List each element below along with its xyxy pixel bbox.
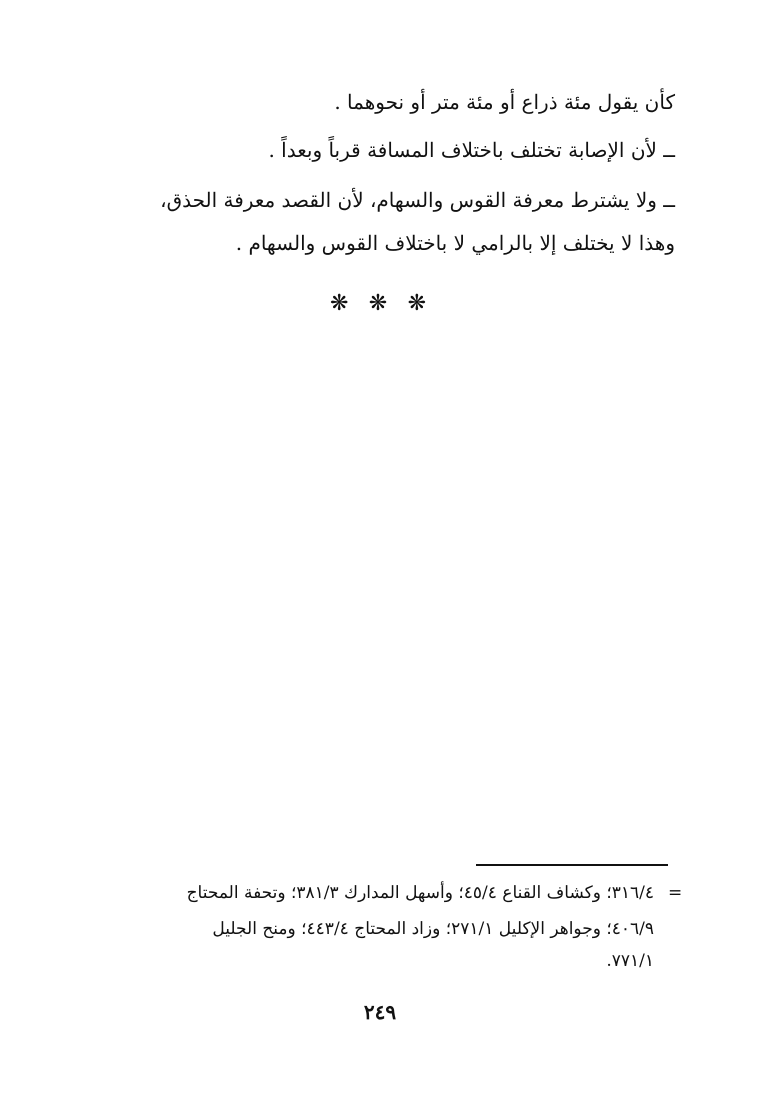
star-ornament-icon: ❋ [330,291,349,316]
footnote-line-2: ٤٠٦/٩؛ وجواهر الإكليل ٢٧١/١؛ وزاد المحتاج ٤٤٣/٤؛ ومنح الجليل [212,919,654,939]
page-number: ٢٤٩ [363,1000,397,1024]
body-line-1: كأن يقول مئة ذراع أو مئة متر أو نحوهما . [334,90,675,114]
section-separator [330,290,426,318]
body-line-3: ــ ولا يشترط معرفة القوس والسهام، لأن القصد معرفة الحذق، [160,188,675,212]
star-ornament-icon: ❋ [368,291,388,316]
footnote-continuation-marker: = [668,883,683,903]
body-line-4: وهذا لا يختلف إلا بالرامي لا باختلاف القوس والسهام . [235,231,675,255]
star-ornament-icon: ❋ [407,291,426,316]
body-line-2: ــ لأن الإصابة تختلف باختلاف المسافة قرباً وبعداً . [268,138,675,162]
footnote-line-3: ٧٧١/١. [606,951,654,971]
footnote-divider [476,864,668,866]
footnote-line-1: ٣١٦/٤؛ وكشاف القناع ٤٥/٤؛ وأسهل المدارك ٣٨١/٣؛ وتحفة المحتاج [186,883,654,903]
